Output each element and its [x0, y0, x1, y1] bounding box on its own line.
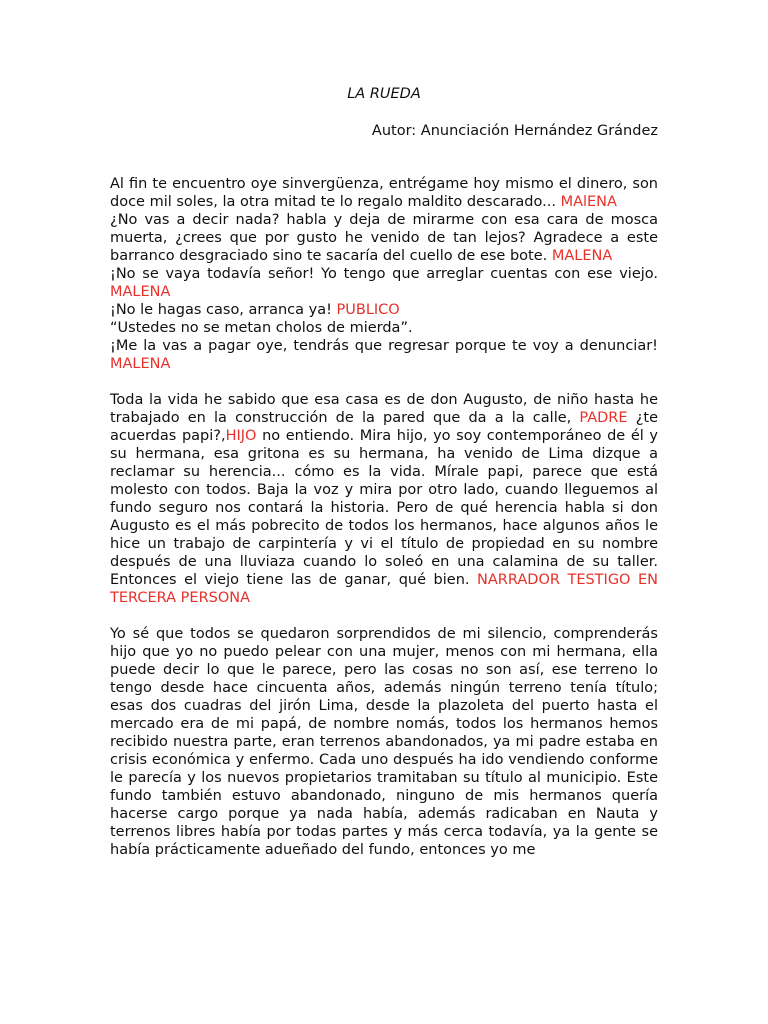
- document-body: [110, 175, 658, 859]
- paragraph-text: ¿te acuerdas papi?,: [110, 410, 658, 444]
- dialogue-text: “Ustedes no se metan cholos de mierda”.: [110, 320, 413, 336]
- speaker-tag: PUBLICO: [336, 302, 400, 318]
- document-title: LA RUEDA: [347, 86, 421, 102]
- speaker-tag: MALENA: [110, 356, 171, 372]
- dialogue-line: [110, 175, 658, 211]
- dialogue-text: ¿No vas a decir nada? habla y deja de mirarme con esa cara de mosca muerta, ¿crees que por gusto he venido de tan lejos? Agradece a este barranco desgraciado sino te sacaría del cuello de ese bote.: [110, 212, 658, 264]
- paragraph-gap: [110, 607, 658, 625]
- dialogue-line: [110, 319, 658, 337]
- paragraph-gap: [110, 373, 658, 391]
- document-author: Autor: Anunciación Hernández Grández: [371, 123, 658, 139]
- dialogue-section: [110, 175, 658, 373]
- speaker-tag: PADRE: [579, 410, 628, 426]
- speaker-tag: MAlENA: [560, 194, 617, 210]
- speaker-tag: MALENA: [110, 284, 171, 300]
- paragraph-text: no entiendo. Mira hijo, yo soy contemporáneo de él y su hermana, esa gritona es su hermana, ha venido de Lima dizque a reclamar su herencia... cómo es la vida. Mírale papi, parece que está molesto con todos. Baja la voz y mira por otro lado, cuando lleguemos al fundo seguro nos contará la historia. Pero de qué herencia habla si don Augusto es el más pobrecito de todos los hermanos, hace algunos años le hice un trabajo de carpintería y vi el título de propiedad en su nombre después de una lluviaza cuando lo soleó en una calamina de su taller. Entonces el viejo tiene las de ganar, qué bien.: [110, 428, 658, 588]
- speaker-tag: MALENA: [551, 248, 613, 264]
- paragraph-narration: [110, 391, 658, 607]
- paragraph-text: Toda la vida he sabido que esa casa es de don Augusto, de niño hasta he trabajado en la construcción de la pared que da a la calle,: [110, 392, 658, 426]
- dialogue-line: [110, 301, 658, 319]
- speaker-tag: HIJO: [225, 428, 257, 444]
- dialogue-line: [110, 337, 658, 373]
- narrator-tag: NARRADOR TESTIGO EN TERCERA PERSONA: [110, 572, 659, 606]
- paragraph-monologue: Yo sé que todos se quedaron sorprendidos de mi silencio, comprenderás hijo que yo no puedo pelear con una mujer, menos con mi hermana, ella puede decir lo que le parece, pero las cosas no son así, ese terreno lo tengo desde hace cincuenta años, además ningún terreno tenía título; esas dos cuadras del jirón Lima, desde la plazoleta del puerto hasta el mercado era de mi papá, de nombre nomás, todos los hermanos hemos recibido nuestra parte, eran terrenos abandonados, ya mi padre estaba en crisis económica y enfermo. Cada uno después ha ido vendiendo conforme le parecía y los nuevos propietarios tramitaban su título al municipio. Este fundo también estuvo abandonado, ninguno de mis hermanos quería hacerse cargo porque ya nada había, además radicaban en Nauta y terrenos libres había por todas partes y más cerca todavía, ya la gente se había prácticamente adueñado del fundo, entonces yo me: [110, 626, 658, 858]
- dialogue-text: Al fin te encuentro oye sinvergüenza, entrégame hoy mismo el dinero, son doce mil soles, la otra mitad te lo regalo maldito descarado...: [110, 176, 658, 210]
- dialogue-line: [110, 265, 658, 301]
- dialogue-text: ¡No le hagas caso, arranca ya!: [110, 302, 337, 318]
- dialogue-text: ¡No se vaya todavía señor! Yo tengo que arreglar cuentas con ese viejo.: [110, 266, 658, 282]
- dialogue-text: ¡Me la vas a pagar oye, tendrás que regresar porque te voy a denunciar!: [110, 338, 658, 354]
- dialogue-line: [110, 211, 658, 265]
